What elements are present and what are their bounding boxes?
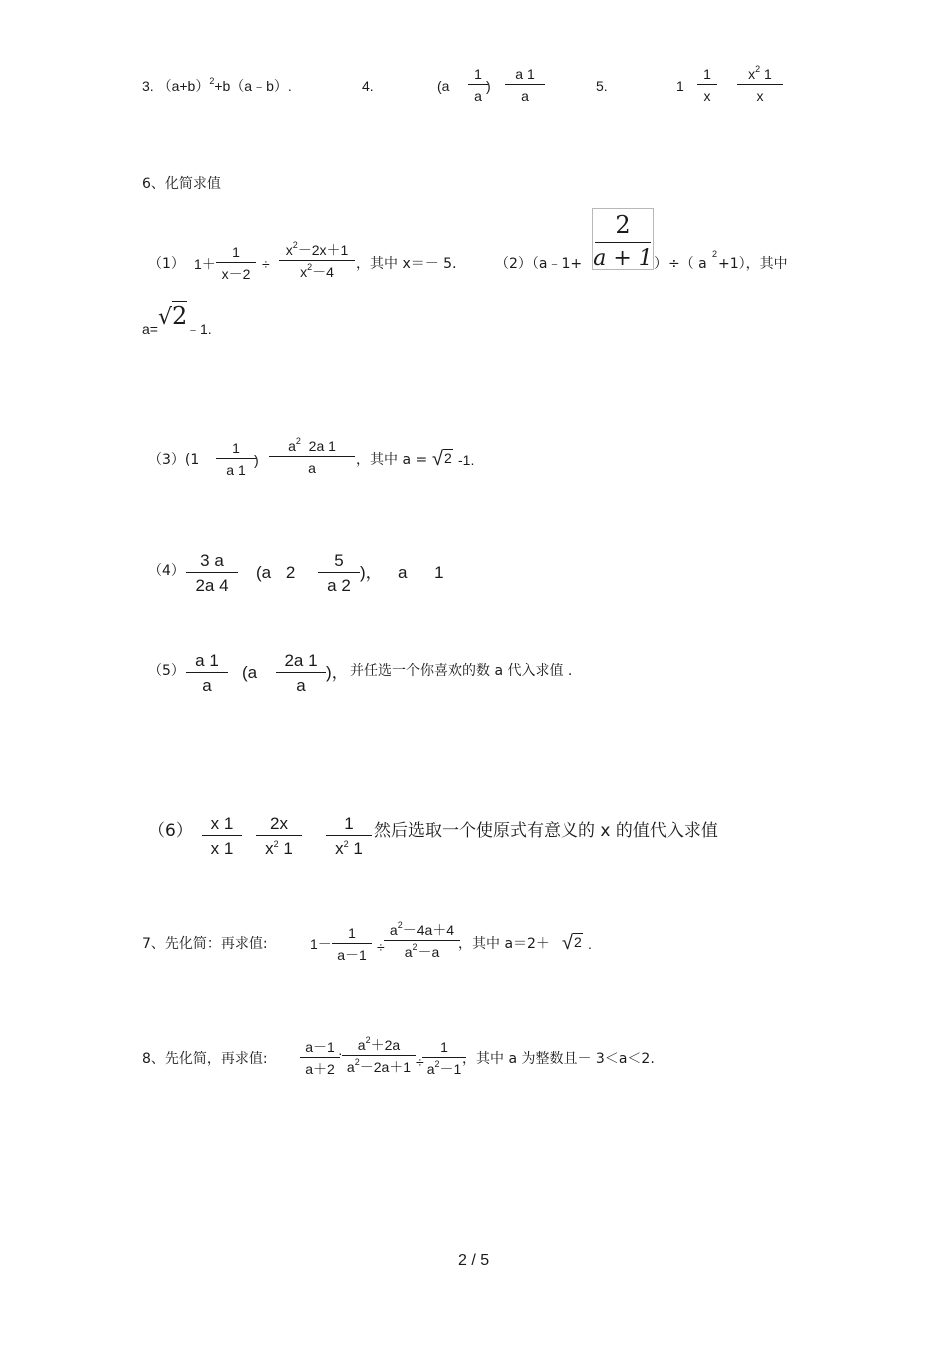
p6-5-instruction: 并任选一个你喜欢的数 a 代入求值 . (350, 663, 573, 679)
p6-3-fraction-1: 1 a 1 (216, 441, 256, 477)
problem-5-fraction-2: $x^2$ 1 x (737, 67, 783, 103)
p6-6-fraction-3: 1 $x^2$ 1 (326, 815, 372, 857)
p6-3-label: （3）(1 (148, 452, 200, 468)
p6-3-fraction-2: $a^2$ 2a 1 a (269, 439, 355, 475)
problem-8-condition: ，其中 a 为整数且－ 3＜a＜2. (462, 1051, 655, 1067)
problem-3-label: 3. (142, 78, 154, 94)
p6-4-label: （4） (148, 563, 185, 579)
p6-1-fraction-2: $x^2-2x+1$ $x^2-4$ (279, 243, 355, 279)
problem-8-fraction-1: a－1 a＋2 (300, 1040, 340, 1076)
section-6-title: 6、化简求值 (142, 176, 221, 192)
p6-6-instruction: 然后选取一个使原式有意义的 x 的值代入求值 (374, 821, 718, 841)
problem-3-rest: +b（a﹣b）. (214, 78, 292, 94)
problem-3: 3. $(a+b)^2+b(a﹣b)$. (142, 76, 292, 94)
problem-7-sqrt: √2 (562, 932, 582, 954)
p6-6-fraction-2: 2x $x^2$ 1 (256, 815, 302, 857)
p6-6-fraction-1: x 1 x 1 (202, 815, 242, 857)
problem-8-label: 8、先化简，再求值: (142, 1051, 268, 1067)
p6-4-fraction-1: 3 a 2a 4 (186, 552, 238, 594)
p6-5-fraction-2: 2a 1 a (276, 652, 326, 694)
problem-7-label: 7、先化简：再求值: (142, 936, 268, 952)
problem-4-open: (a (437, 78, 450, 94)
problem-4-label: 4. (362, 78, 374, 94)
p6-1-fraction-1: 1 x－2 (216, 245, 256, 281)
problem-3-expr: （a+b） (157, 78, 210, 94)
p6-2-label: （2）（a﹣1+ (495, 256, 583, 272)
problem-4-fraction-1: 1 a (468, 67, 488, 103)
problem-7-fraction-1: 1 a－1 (332, 926, 372, 962)
p6-5-label: （5） (148, 663, 185, 679)
problem-8-fraction-3: 1 $a^2-1$ (422, 1040, 466, 1076)
p6-2-boxed-fraction: 2 a + 1 (592, 208, 654, 270)
p6-5-fraction-1: a 1 a (186, 652, 228, 694)
page-number: 2 / 5 (458, 1252, 490, 1269)
p6-6-label: （6） (148, 821, 193, 841)
problem-8-fraction-2: $a^2+2a$ $a^2-2a+1$ (342, 1038, 416, 1074)
problem-5-fraction-1: 1 x (697, 67, 717, 103)
p6-2-sqrt: √2 (158, 302, 188, 330)
p6-3-sqrt: √2 (432, 448, 452, 470)
problem-7-fraction-2: $a^2-4a+4$ $a^2-a$ (384, 923, 460, 959)
p6-4-fraction-2: 5 a 2 (318, 552, 360, 594)
p6-1-condition: ，其中 x＝－ 5． (356, 256, 467, 272)
problem-5-label: 5. (596, 78, 608, 94)
problem-4-fraction-2: a 1 a (505, 67, 545, 103)
p6-1-label: （1） (148, 256, 185, 272)
